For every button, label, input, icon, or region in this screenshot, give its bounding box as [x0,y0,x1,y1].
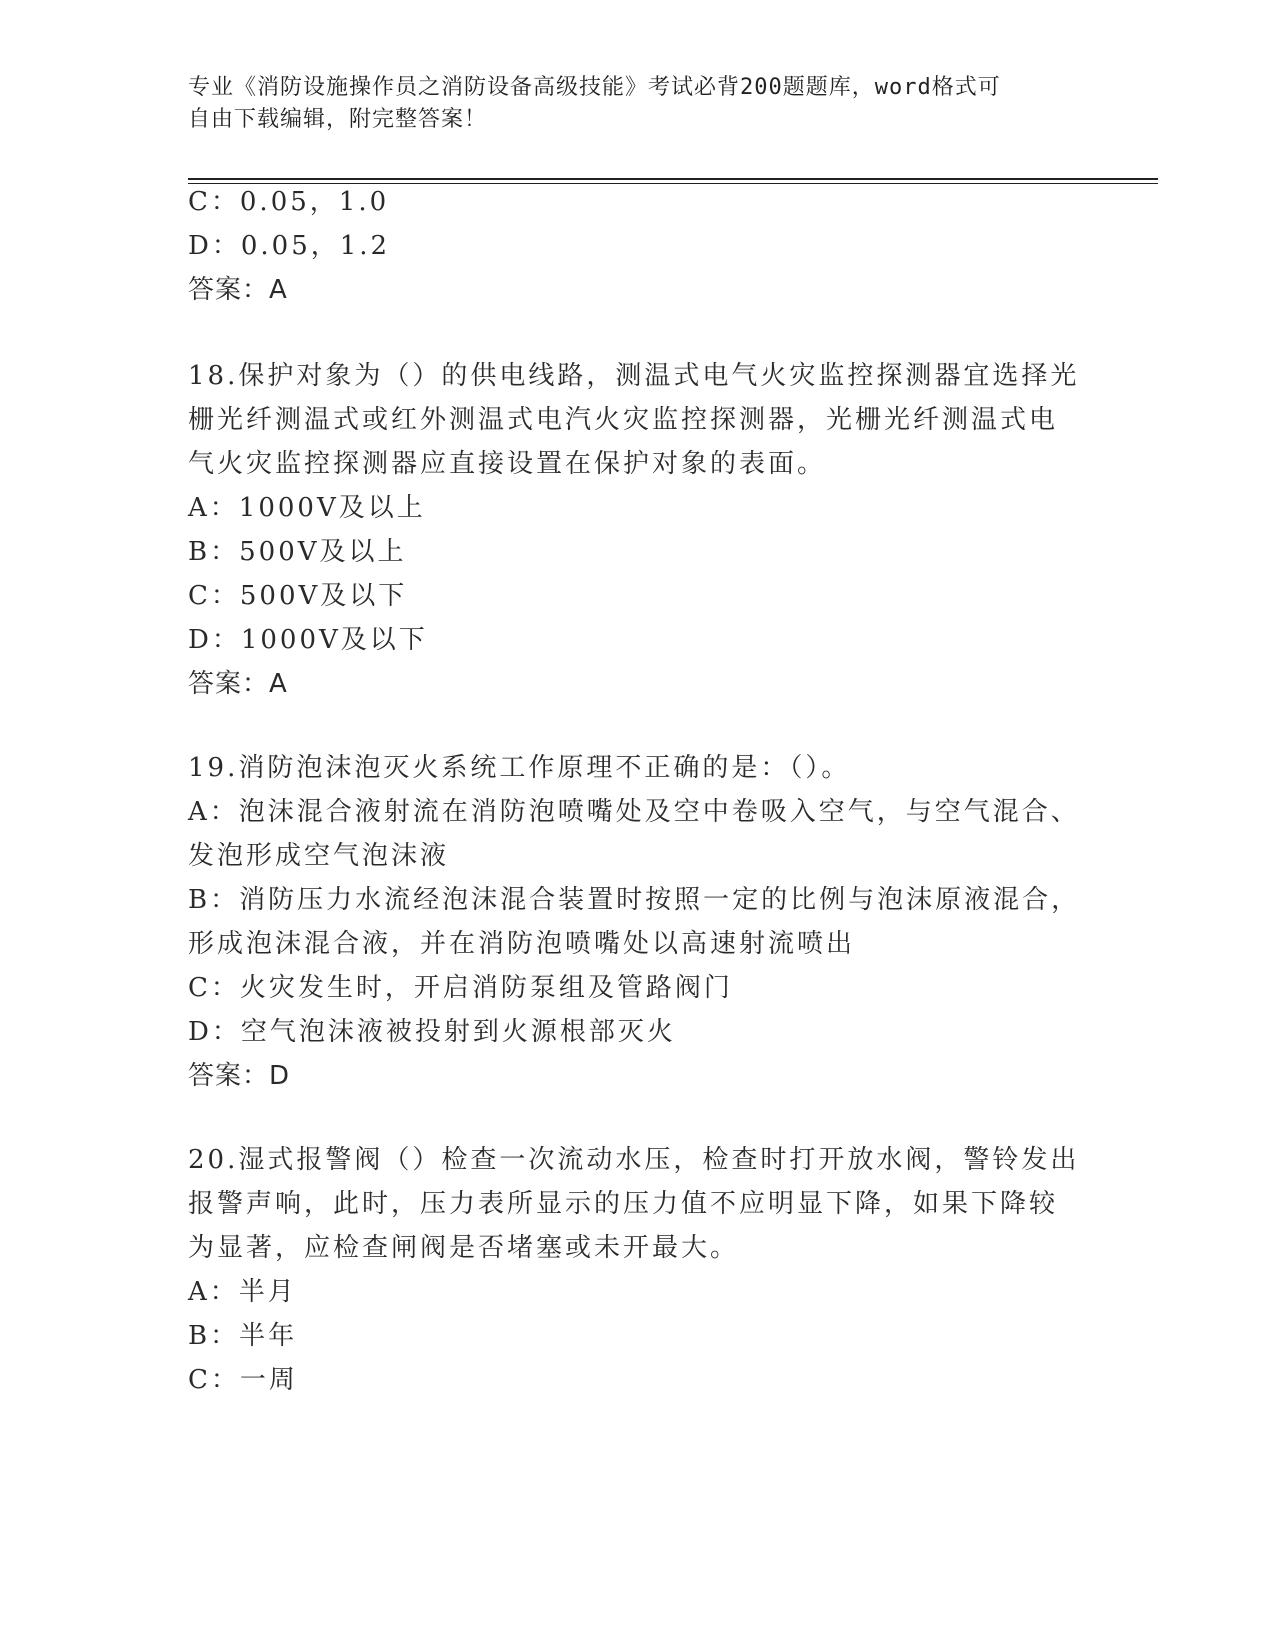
question-stem-line: 为显著，应检查闸阀是否堵塞或未开最大。 [188,1233,740,1263]
document-header [188,72,1088,136]
question-stem-line: 19.消防泡沫泡灭火系统工作原理不正确的是：（）。 [188,753,851,783]
answer: 答案：D [188,1061,291,1091]
option-b-continued: 形成泡沫混合液，并在消防泡喷嘴处以高速射流喷出 [188,929,856,959]
question-stem-line: 栅光纤测温式或红外测温式电汽火灾监控探测器，光栅光纤测温式电 [188,405,1059,435]
option-a-continued: 发泡形成空气泡沫液 [188,841,450,871]
question-19 [188,746,1088,1098]
question-18 [188,354,1088,706]
question-stem-line: 18.保护对象为（）的供电线路，测温式电气火灾监控探测器宜选择光 [188,361,1080,391]
header-line-2: 自由下载编辑，附完整答案！ [188,107,488,132]
header-line-1: 专业《消防设施操作员之消防设备高级技能》考试必背200题题库，word格式可 [188,75,1001,100]
option-d: D：1000V及以下 [188,625,428,655]
answer: 答案：A [188,275,288,305]
question-20 [188,1138,1088,1402]
previous-question-tail [188,180,1088,312]
option-b: B：消防压力水流经泡沫混合装置时按照一定的比例与泡沫原液混合， [188,885,1081,915]
option-d: D：0.05，1.2 [188,231,391,261]
option-b: B：500V及以上 [188,537,407,567]
question-stem-line: 报警声响，此时，压力表所显示的压力值不应明显下降，如果下降较 [188,1189,1059,1219]
option-a: A：半月 [188,1277,297,1307]
option-b: B：半年 [188,1321,298,1351]
option-c: C：500V及以下 [188,581,408,611]
option-a: A：泡沫混合液射流在消防泡喷嘴处及空中卷吸入空气，与空气混合、 [188,797,1080,827]
question-stem-line: 20.湿式报警阀（）检查一次流动水压，检查时打开放水阀，警铃发出 [188,1145,1080,1175]
question-stem-line: 气火灾监控探测器应直接设置在保护对象的表面。 [188,449,827,479]
answer: 答案：A [188,669,288,699]
option-a: A：1000V及以上 [188,493,426,523]
option-c: C：火灾发生时，开启消防泵组及管路阀门 [188,973,733,1003]
option-c: C：一周 [188,1365,298,1395]
option-d: D：空气泡沫液被投射到火源根部灭火 [188,1017,676,1047]
option-c: C：0.05，1.0 [188,187,390,217]
